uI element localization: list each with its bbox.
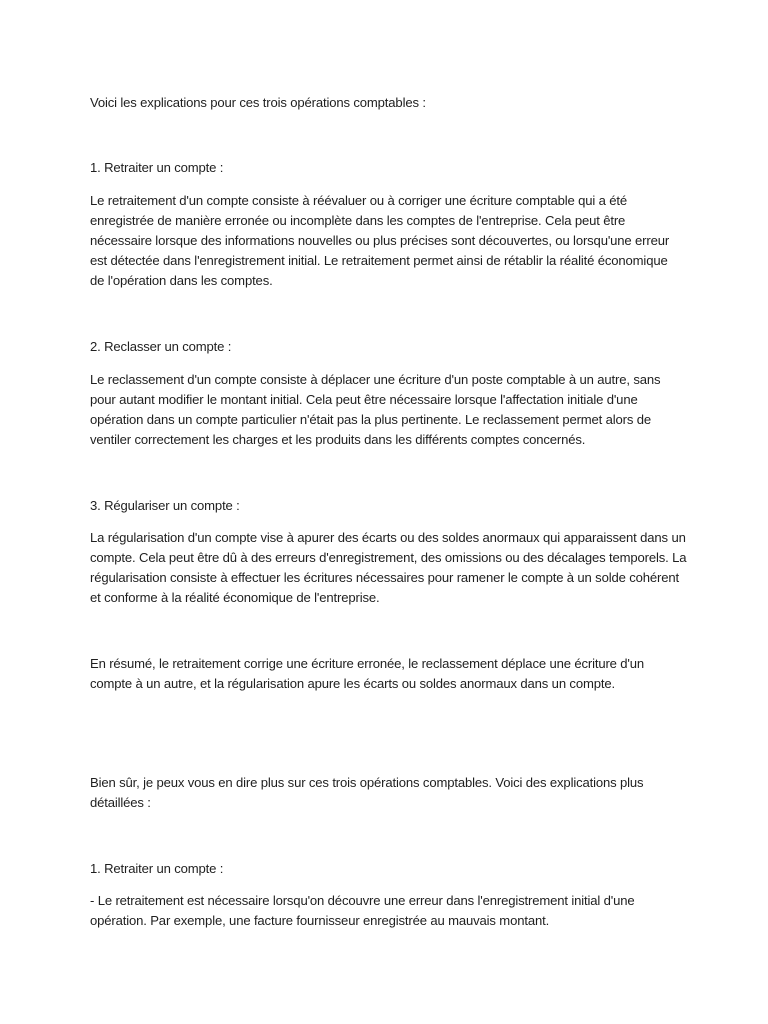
section-2-paragraph	[90, 370, 690, 450]
section-1-line: est détectée dans l'enregistrement initial. Le retraitement permet ainsi de rétablir la réalité économique	[90, 253, 668, 268]
section-2-line: pour autant modifier le montant initial. Cela peut être nécessaire lorsque l'affectation initiale d'une	[90, 392, 638, 407]
section-2-line: opération dans un compte particulier n'était pas la plus pertinente. Le reclassement permet alors de	[90, 412, 652, 427]
section-3-paragraph	[90, 528, 690, 608]
summary-paragraph	[90, 654, 690, 694]
section-1-line: Le retraitement d'un compte consiste à réévaluer ou à corriger une écriture comptable qui a été	[90, 193, 628, 208]
section-3-line: compte. Cela peut être dû à des erreurs d'enregistrement, des omissions ou des décalages temporels. La	[90, 550, 687, 565]
section-1-paragraph	[90, 191, 690, 291]
detail-heading: 1. Retraiter un compte :	[90, 861, 224, 876]
section-3-line: et conforme à la réalité économique de l'entreprise.	[90, 590, 380, 605]
section-3-line: régularisation consiste à effectuer les écritures nécessaires pour ramener le compte à un solde cohérent	[90, 570, 679, 585]
section-1-heading: 1. Retraiter un compte :	[90, 160, 224, 175]
section-2-line: Le reclassement d'un compte consiste à déplacer une écriture d'un poste comptable à un autre, sans	[90, 372, 661, 387]
section-3-heading: 3. Régulariser un compte :	[90, 498, 240, 513]
section-1-line: nécessaire lorsque des informations nouvelles ou plus précises sont découvertes, ou lorsqu'une erreur	[90, 233, 670, 248]
section-1-line: de l'opération dans les comptes.	[90, 273, 273, 288]
followup-intro-line: Bien sûr, je peux vous en dire plus sur ces trois opérations comptables. Voici des explications plus	[90, 775, 644, 790]
summary-line: En résumé, le retraitement corrige une écriture erronée, le reclassement déplace une écriture d'un	[90, 656, 645, 671]
followup-intro-line: détaillées :	[90, 795, 151, 810]
intro-paragraph: Voici les explications pour ces trois opérations comptables :	[90, 95, 426, 110]
detail-paragraph	[90, 891, 690, 931]
section-2-heading: 2. Reclasser un compte :	[90, 339, 232, 354]
detail-line: opération. Par exemple, une facture fournisseur enregistrée au mauvais montant.	[90, 913, 550, 928]
detail-line: - Le retraitement est nécessaire lorsqu'on découvre une erreur dans l'enregistrement initial d'une	[90, 893, 635, 908]
section-1-line: enregistrée de manière erronée ou incomplète dans les comptes de l'entreprise. Cela peut être	[90, 213, 626, 228]
section-2-line: ventiler correctement les charges et les produits dans les différents comptes concernés.	[90, 432, 586, 447]
summary-line: compte à un autre, et la régularisation apure les écarts ou soldes anormaux dans un compte.	[90, 676, 615, 691]
followup-intro-paragraph	[90, 773, 690, 813]
section-3-line: La régularisation d'un compte vise à apurer des écarts ou des soldes anormaux qui apparaissent dans un	[90, 530, 686, 545]
